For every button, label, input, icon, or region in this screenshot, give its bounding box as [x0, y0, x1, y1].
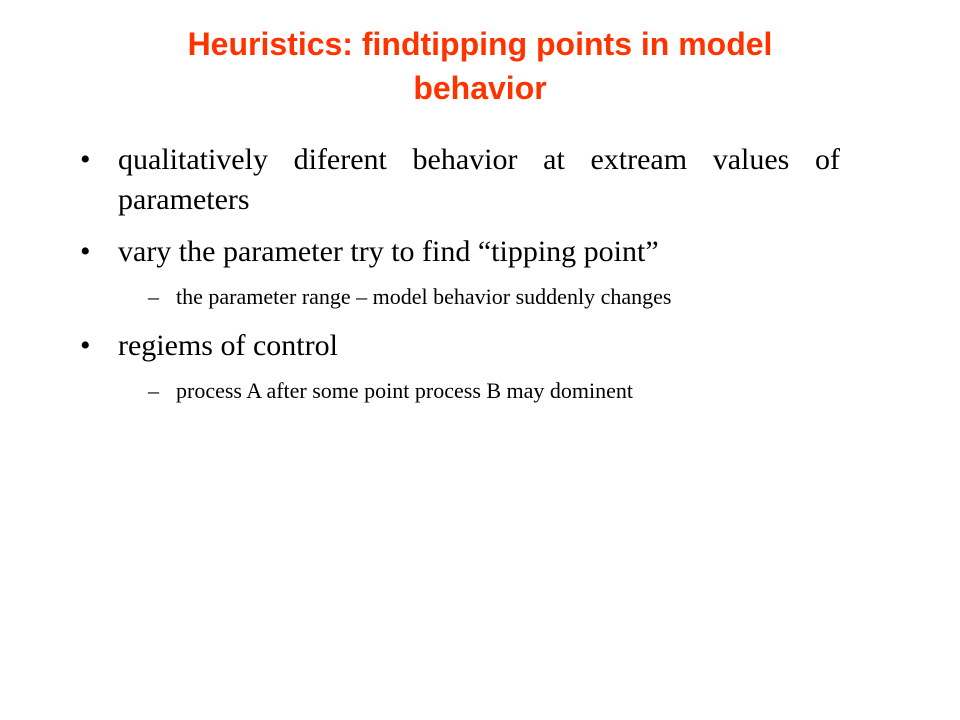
bullet-text: vary the parameter try to find “tipping point”	[118, 235, 659, 268]
slide-title-line-1: Heuristics: findtipping points in model	[187, 26, 773, 62]
sub-bullet-marker: –	[148, 378, 159, 403]
sub-bullet-item-3-1	[80, 376, 840, 406]
bullet-marker: •	[80, 329, 91, 362]
bullet-item-2	[80, 232, 840, 272]
slide-title	[100, 22, 860, 110]
bullet-item-1	[80, 140, 840, 220]
bullet-marker: •	[80, 143, 91, 176]
sub-bullet-item-2-1	[80, 282, 840, 312]
bullet-text: qualitatively diferent behavior at extream values of parameters	[118, 143, 840, 216]
sub-bullet-marker: –	[148, 284, 159, 309]
sub-bullet-text: process A after some point process B may dominent	[176, 378, 634, 403]
sub-bullet-text: the parameter range – model behavior suddenly changes	[176, 284, 672, 309]
bullet-item-3	[80, 326, 840, 366]
bullet-text: regiems of control	[118, 329, 338, 362]
slide-title-line-2: behavior	[413, 70, 547, 106]
slide-body	[80, 140, 840, 420]
bullet-marker: •	[80, 235, 91, 268]
